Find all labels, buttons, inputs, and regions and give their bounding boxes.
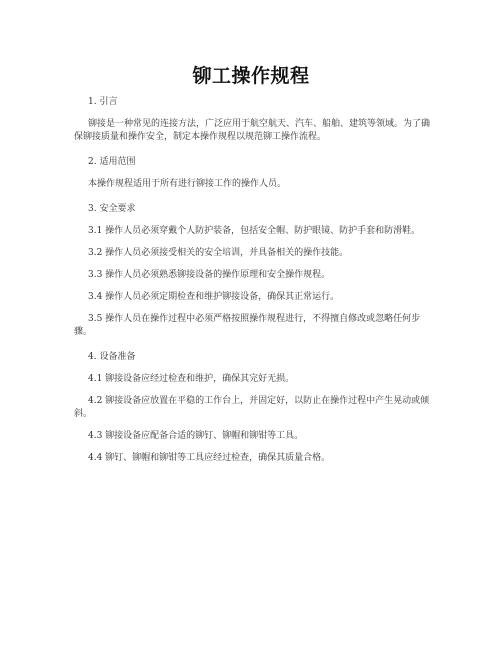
document-body xyxy=(74,96,434,465)
paragraph: 4.4 铆钉、铆帽和铆钳等工具应经过检查，确保其质量合格。 xyxy=(88,453,331,463)
paragraph: 3.3 操作人员必须熟悉铆接设备的操作原理和安全操作规程。 xyxy=(88,270,331,280)
paragraph: 3.5 操作人员在操作过程中必须严格按照操作规程进行，不得擅自修改或忽略任何步骤。 xyxy=(74,314,421,337)
paragraph: 3.1 操作人员必须穿戴个人防护装备，包括安全帽、防护眼镜、防护手套和防滑鞋。 xyxy=(88,226,421,236)
document-title: 铆工操作规程 xyxy=(192,65,310,87)
paragraph: 铆接是一种常见的连接方法，广泛应用于航空航天、汽车、船舶、建筑等领域。为了确保铆接质量和操作安全，制定本操作规程以规范铆工操作流程。 xyxy=(74,119,431,142)
paragraph: 4.1 铆接设备应经过检查和维护，确保其完好无损。 xyxy=(88,374,295,384)
section-heading: 4. 设备准备 xyxy=(88,352,136,362)
section-heading: 2. 适用范围 xyxy=(88,157,136,167)
paragraph: 3.2 操作人员必须接受相关的安全培训，并具备相关的操作技能。 xyxy=(88,248,349,258)
paragraph: 3.4 操作人员必须定期检查和维护铆接设备，确保其正常运行。 xyxy=(88,292,340,302)
paragraph: 4.3 铆接设备应配备合适的铆钉、铆帽和铆钳等工具。 xyxy=(88,431,304,441)
section-heading: 3. 安全要求 xyxy=(88,204,136,214)
paragraph: 4.2 铆接设备应放置在平稳的工作台上，并固定好，以防止在操作过程中产生晃动或倾斜。 xyxy=(74,396,430,419)
paragraph: 本操作规程适用于所有进行铆接工作的操作人员。 xyxy=(88,179,287,189)
section-heading: 1. 引言 xyxy=(88,97,118,107)
